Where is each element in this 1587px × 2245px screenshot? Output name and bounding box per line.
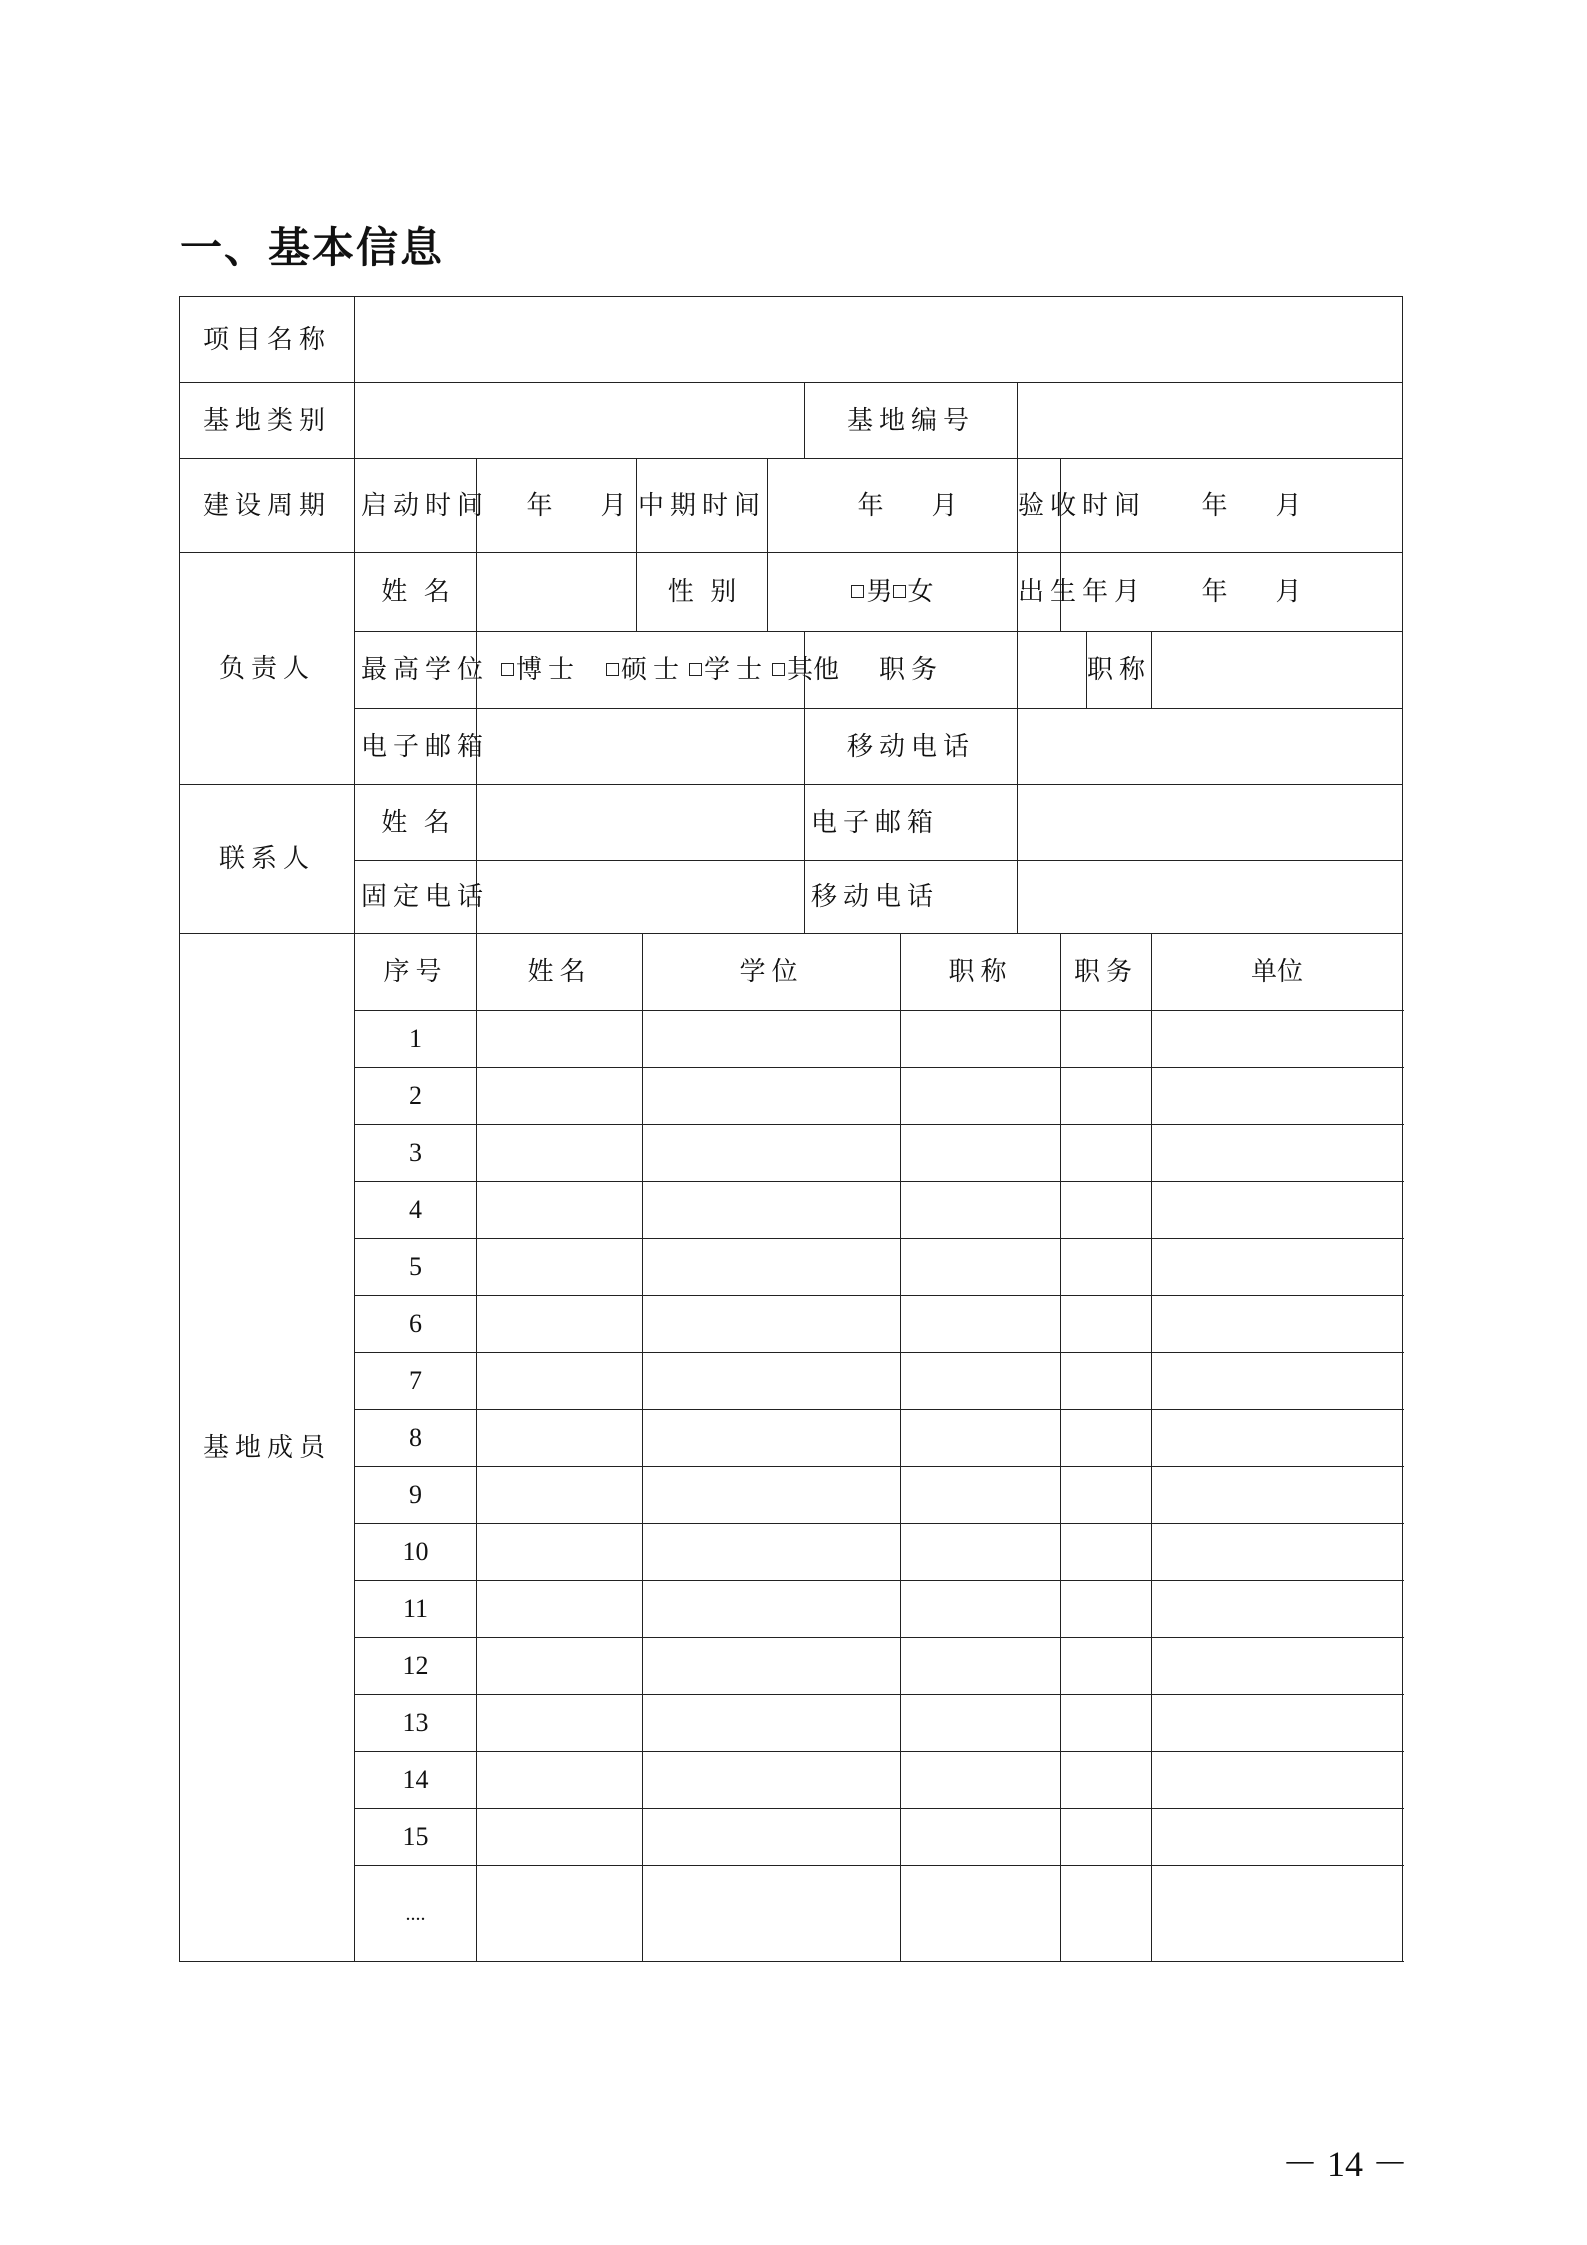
degree-option-master[interactable]: 硕士	[606, 655, 685, 685]
member-name-field[interactable]	[477, 1296, 643, 1353]
member-degree-field[interactable]	[643, 1581, 901, 1638]
contact-email-label: 电子邮箱	[805, 785, 1018, 861]
gender-label: 性 别	[637, 553, 768, 632]
header-name: 姓名	[477, 934, 643, 1011]
project-name-field[interactable]	[355, 297, 1403, 383]
member-unit-field[interactable]	[1152, 1011, 1403, 1068]
member-seq: 8	[355, 1410, 477, 1467]
gender-option-female[interactable]: 女	[893, 577, 934, 607]
leader-label: 负责人	[180, 553, 355, 785]
birth-month-unit: 月	[1275, 577, 1302, 607]
member-row	[180, 1581, 1403, 1638]
row-base-category	[180, 383, 1403, 459]
member-row	[180, 1638, 1403, 1695]
member-unit-field[interactable]	[1152, 1068, 1403, 1125]
member-seq: 10	[355, 1524, 477, 1581]
member-row	[180, 1011, 1403, 1068]
member-seq: 3	[355, 1125, 477, 1182]
base-number-field[interactable]	[1018, 383, 1403, 459]
member-title-field[interactable]	[901, 1353, 1061, 1410]
member-unit-field[interactable]	[1152, 1239, 1403, 1296]
member-name-field[interactable]	[477, 1011, 643, 1068]
member-seq: 13	[355, 1695, 477, 1752]
member-title-field[interactable]	[901, 1182, 1061, 1239]
contact-label: 联系人	[180, 785, 355, 934]
leader-email-label: 电子邮箱	[355, 709, 477, 785]
member-degree-field[interactable]	[643, 1467, 901, 1524]
member-title-field[interactable]	[901, 1410, 1061, 1467]
row-leader-degree	[180, 632, 1403, 709]
member-name-field[interactable]	[477, 1524, 643, 1581]
member-unit-field[interactable]	[1152, 1125, 1403, 1182]
member-seq: 7	[355, 1353, 477, 1410]
member-seq: 5	[355, 1239, 477, 1296]
member-row	[180, 1125, 1403, 1182]
member-name-field[interactable]	[477, 1866, 643, 1962]
leader-position-label: 职务	[805, 632, 1018, 709]
member-name-field[interactable]	[477, 1068, 643, 1125]
row-leader-name	[180, 553, 1403, 632]
member-title-field[interactable]	[901, 1524, 1061, 1581]
member-name-field[interactable]	[477, 1467, 643, 1524]
birth-year-unit: 年	[1201, 577, 1228, 607]
member-seq: 14	[355, 1752, 477, 1809]
acceptance-time-label: 验收时间	[1018, 459, 1061, 553]
member-row	[180, 1524, 1403, 1581]
member-degree-field[interactable]	[643, 1695, 901, 1752]
member-unit-field[interactable]	[1152, 1182, 1403, 1239]
leader-name-field[interactable]	[477, 553, 637, 632]
member-row	[180, 1182, 1403, 1239]
member-title-field[interactable]	[901, 1467, 1061, 1524]
member-unit-field[interactable]	[1152, 1410, 1403, 1467]
highest-degree-label: 最高学位	[355, 632, 477, 709]
member-row	[180, 1866, 1403, 1962]
member-position-field[interactable]	[1061, 1125, 1152, 1182]
member-position-field[interactable]	[1061, 1239, 1152, 1296]
member-seq: 11	[355, 1581, 477, 1638]
contact-mobile-field[interactable]	[1018, 861, 1403, 934]
member-degree-field[interactable]	[643, 1353, 901, 1410]
basic-info-form	[179, 296, 1403, 1962]
members-label: 基地成员	[180, 934, 355, 1962]
midterm-time-field[interactable]	[768, 459, 1018, 553]
row-project-name	[180, 297, 1403, 383]
member-name-field[interactable]	[477, 1410, 643, 1467]
contact-mobile-label: 移动电话	[805, 861, 1018, 934]
member-unit-field[interactable]	[1152, 1581, 1403, 1638]
row-contact-name	[180, 785, 1403, 861]
member-position-field[interactable]	[1061, 1695, 1152, 1752]
gender-options	[768, 553, 1018, 632]
member-position-field[interactable]	[1061, 1182, 1152, 1239]
member-unit-field[interactable]	[1152, 1296, 1403, 1353]
member-name-field[interactable]	[477, 1353, 643, 1410]
member-seq: 6	[355, 1296, 477, 1353]
midterm-year-unit: 年	[857, 490, 884, 521]
checkbox-icon	[893, 585, 906, 598]
member-name-field[interactable]	[477, 1125, 643, 1182]
member-name-field[interactable]	[477, 1752, 643, 1809]
birth-ym-label: 出生年月	[1018, 553, 1061, 632]
row-leader-contact	[180, 709, 1403, 785]
member-row	[180, 1353, 1403, 1410]
member-name-field[interactable]	[477, 1695, 643, 1752]
member-position-field[interactable]	[1061, 1296, 1152, 1353]
member-seq: ....	[355, 1866, 477, 1962]
member-degree-field[interactable]	[643, 1638, 901, 1695]
acceptance-month-unit: 月	[1275, 490, 1302, 521]
leader-name-label: 姓 名	[355, 553, 477, 632]
midterm-time-label: 中期时间	[637, 459, 768, 553]
member-degree-field[interactable]	[643, 1410, 901, 1467]
member-unit-field[interactable]	[1152, 1752, 1403, 1809]
start-year-unit: 年	[526, 490, 553, 521]
member-degree-field[interactable]	[643, 1296, 901, 1353]
contact-name-field[interactable]	[477, 785, 805, 861]
leader-mobile-field[interactable]	[1018, 709, 1403, 785]
member-title-field[interactable]	[901, 1068, 1061, 1125]
degree-option-doctor[interactable]: 博士	[501, 655, 580, 685]
member-seq: 2	[355, 1068, 477, 1125]
checkbox-icon	[606, 663, 619, 676]
degree-option-other[interactable]: 其他	[772, 655, 839, 685]
base-category-field[interactable]	[355, 383, 805, 459]
header-position: 职务	[1061, 934, 1152, 1011]
header-unit: 单位	[1152, 934, 1403, 1011]
member-name-field[interactable]	[477, 1182, 643, 1239]
midterm-month-unit: 月	[931, 490, 958, 521]
member-degree-field[interactable]	[643, 1182, 901, 1239]
member-seq: 9	[355, 1467, 477, 1524]
member-title-field[interactable]	[901, 1011, 1061, 1068]
checkbox-icon	[689, 663, 702, 676]
member-seq: 15	[355, 1809, 477, 1866]
row-contact-phone	[180, 861, 1403, 934]
member-position-field[interactable]	[1061, 1467, 1152, 1524]
acceptance-year-unit: 年	[1201, 490, 1228, 521]
member-position-field[interactable]	[1061, 1410, 1152, 1467]
member-degree-field[interactable]	[643, 1011, 901, 1068]
member-name-field[interactable]	[477, 1581, 643, 1638]
leader-title-label: 职称	[1087, 632, 1152, 709]
member-title-field[interactable]	[901, 1581, 1061, 1638]
member-row	[180, 1752, 1403, 1809]
leader-position-field[interactable]	[1018, 632, 1087, 709]
member-position-field[interactable]	[1061, 1809, 1152, 1866]
member-row	[180, 1068, 1403, 1125]
member-degree-field[interactable]	[643, 1068, 901, 1125]
base-category-label: 基地类别	[180, 383, 355, 459]
start-time-field[interactable]	[477, 459, 637, 553]
contact-email-field[interactable]	[1018, 785, 1403, 861]
fixed-phone-field[interactable]	[477, 861, 805, 934]
construction-period-label: 建设周期	[180, 459, 355, 553]
form-body	[180, 297, 1403, 1962]
member-seq: 1	[355, 1011, 477, 1068]
member-row	[180, 1695, 1403, 1752]
member-position-field[interactable]	[1061, 1353, 1152, 1410]
member-position-field[interactable]	[1061, 1011, 1152, 1068]
member-degree-field[interactable]	[643, 1524, 901, 1581]
member-title-field[interactable]	[901, 1752, 1061, 1809]
leader-mobile-label: 移动电话	[805, 709, 1018, 785]
section-title: 一、基本信息	[180, 223, 445, 272]
header-seq: 序号	[355, 934, 477, 1011]
member-degree-field[interactable]	[643, 1866, 901, 1962]
member-title-field[interactable]	[901, 1296, 1061, 1353]
member-position-field[interactable]	[1061, 1866, 1152, 1962]
member-seq: 4	[355, 1182, 477, 1239]
member-row	[180, 1410, 1403, 1467]
start-time-label: 启动时间	[355, 459, 477, 553]
members-header-row	[180, 934, 1403, 1011]
header-degree: 学位	[643, 934, 901, 1011]
degree-options	[477, 632, 840, 709]
member-seq: 12	[355, 1638, 477, 1695]
member-unit-field[interactable]	[1152, 1638, 1403, 1695]
member-unit-field[interactable]	[1152, 1809, 1403, 1866]
member-title-field[interactable]	[901, 1695, 1061, 1752]
member-row	[180, 1296, 1403, 1353]
contact-name-label: 姓 名	[355, 785, 477, 861]
degree-option-bachelor[interactable]: 学士	[689, 655, 768, 685]
member-title-field[interactable]	[901, 1866, 1061, 1962]
member-unit-field[interactable]	[1152, 1467, 1403, 1524]
member-unit-field[interactable]	[1152, 1353, 1403, 1410]
member-position-field[interactable]	[1061, 1524, 1152, 1581]
member-position-field[interactable]	[1061, 1581, 1152, 1638]
row-construction-period	[180, 459, 1403, 553]
checkbox-icon	[772, 663, 785, 676]
base-number-label: 基地编号	[805, 383, 1018, 459]
member-degree-field[interactable]	[643, 1809, 901, 1866]
header-title: 职称	[901, 934, 1061, 1011]
member-title-field[interactable]	[901, 1125, 1061, 1182]
member-degree-field[interactable]	[643, 1125, 901, 1182]
member-name-field[interactable]	[477, 1638, 643, 1695]
checkbox-icon	[851, 585, 864, 598]
member-position-field[interactable]	[1061, 1638, 1152, 1695]
member-degree-field[interactable]	[643, 1239, 901, 1296]
member-degree-field[interactable]	[643, 1752, 901, 1809]
member-name-field[interactable]	[477, 1239, 643, 1296]
leader-email-field[interactable]	[477, 709, 805, 785]
member-unit-field[interactable]	[1152, 1524, 1403, 1581]
member-row	[180, 1239, 1403, 1296]
member-title-field[interactable]	[901, 1239, 1061, 1296]
member-row	[180, 1809, 1403, 1866]
start-month-unit: 月	[600, 490, 627, 521]
fixed-phone-label: 固定电话	[355, 861, 477, 934]
page-number: － 14 －	[1282, 2144, 1409, 2184]
member-title-field[interactable]	[901, 1638, 1061, 1695]
member-unit-field[interactable]	[1152, 1695, 1403, 1752]
member-name-field[interactable]	[477, 1809, 643, 1866]
member-title-field[interactable]	[901, 1809, 1061, 1866]
member-position-field[interactable]	[1061, 1752, 1152, 1809]
leader-title-field[interactable]	[1152, 632, 1403, 709]
gender-option-male[interactable]: 男	[851, 577, 892, 607]
member-unit-field[interactable]	[1152, 1866, 1403, 1962]
member-position-field[interactable]	[1061, 1068, 1152, 1125]
checkbox-icon	[501, 663, 514, 676]
member-row	[180, 1467, 1403, 1524]
project-name-label: 项目名称	[180, 297, 355, 383]
